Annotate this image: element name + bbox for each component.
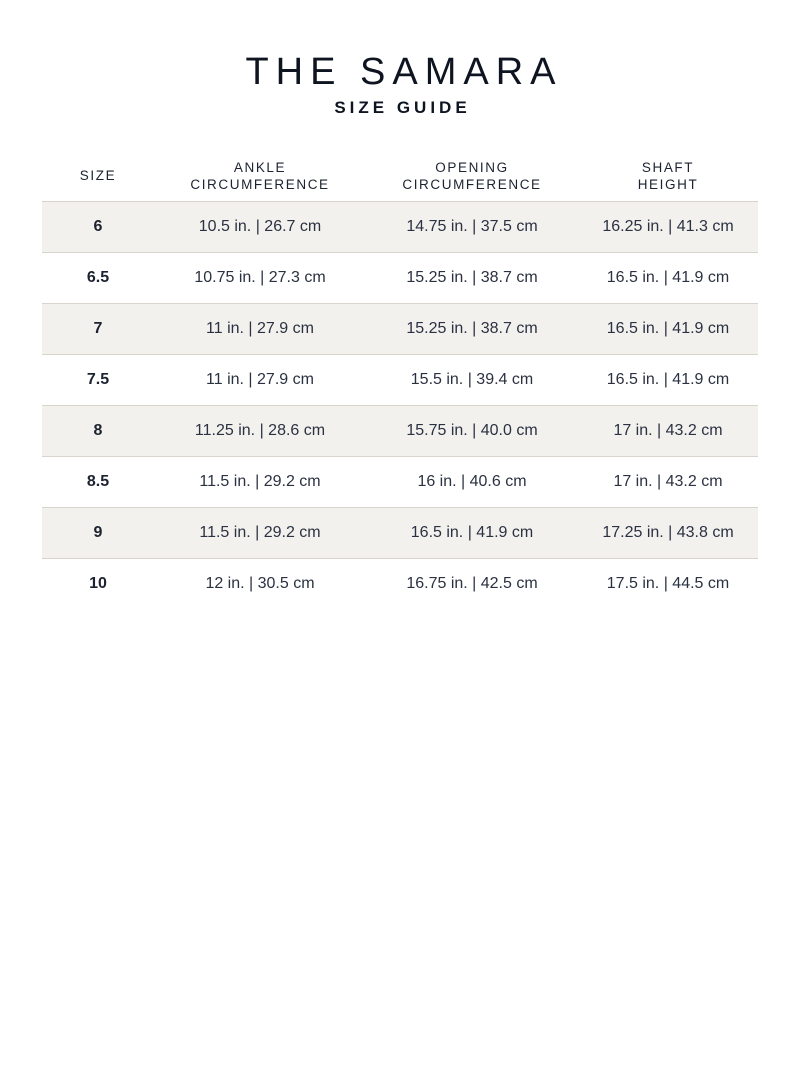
table-row xyxy=(42,253,758,304)
ankle-cell: 11.5 in. | 29.2 cm xyxy=(154,457,366,508)
ankle-cell: 11 in. | 27.9 cm xyxy=(154,304,366,355)
shaft-cell: 16.25 in. | 41.3 cm xyxy=(578,202,758,253)
shaft-cell: 17.5 in. | 44.5 cm xyxy=(578,559,758,610)
ankle-cell: 11.25 in. | 28.6 cm xyxy=(154,406,366,457)
shaft-cell: 16.5 in. | 41.9 cm xyxy=(578,304,758,355)
size-cell: 7.5 xyxy=(42,355,154,406)
column-header-ankle-circumference: ANKLE CIRCUMFERENCE xyxy=(190,159,330,192)
size-cell: 7 xyxy=(42,304,154,355)
opening-cell: 15.25 in. | 38.7 cm xyxy=(366,253,578,304)
table-row xyxy=(42,508,758,559)
size-guide-table xyxy=(42,150,758,609)
header-row xyxy=(42,150,758,202)
ankle-cell: 10.75 in. | 27.3 cm xyxy=(154,253,366,304)
opening-cell: 15.25 in. | 38.7 cm xyxy=(366,304,578,355)
table-row xyxy=(42,457,758,508)
shaft-cell: 16.5 in. | 41.9 cm xyxy=(578,355,758,406)
ankle-cell: 10.5 in. | 26.7 cm xyxy=(154,202,366,253)
opening-cell: 16 in. | 40.6 cm xyxy=(366,457,578,508)
opening-cell: 16.75 in. | 42.5 cm xyxy=(366,559,578,610)
ankle-cell: 12 in. | 30.5 cm xyxy=(154,559,366,610)
table-row xyxy=(42,355,758,406)
shaft-cell: 17.25 in. | 43.8 cm xyxy=(578,508,758,559)
page-subtitle: SIZE GUIDE xyxy=(334,98,471,117)
ankle-cell: 11.5 in. | 29.2 cm xyxy=(154,508,366,559)
table-row xyxy=(42,304,758,355)
page-title: THE SAMARA xyxy=(245,51,563,93)
ankle-cell: 11 in. | 27.9 cm xyxy=(154,355,366,406)
size-cell: 8 xyxy=(42,406,154,457)
size-cell: 6 xyxy=(42,202,154,253)
size-cell: 9 xyxy=(42,508,154,559)
shaft-cell: 16.5 in. | 41.9 cm xyxy=(578,253,758,304)
opening-cell: 14.75 in. | 37.5 cm xyxy=(366,202,578,253)
table-row xyxy=(42,202,758,253)
table-row xyxy=(42,406,758,457)
shaft-cell: 17 in. | 43.2 cm xyxy=(578,457,758,508)
opening-cell: 15.5 in. | 39.4 cm xyxy=(366,355,578,406)
table-header xyxy=(42,150,758,202)
column-header-size: SIZE xyxy=(79,168,117,183)
column-header-shaft-height: SHAFT HEIGHT xyxy=(637,159,699,192)
size-cell: 10 xyxy=(42,559,154,610)
size-cell: 8.5 xyxy=(42,457,154,508)
opening-cell: 15.75 in. | 40.0 cm xyxy=(366,406,578,457)
column-header-opening-circumference: OPENING CIRCUMFERENCE xyxy=(402,159,542,192)
opening-cell: 16.5 in. | 41.9 cm xyxy=(366,508,578,559)
shaft-cell: 17 in. | 43.2 cm xyxy=(578,406,758,457)
size-cell: 6.5 xyxy=(42,253,154,304)
table-row xyxy=(42,559,758,610)
table-body xyxy=(42,202,758,610)
